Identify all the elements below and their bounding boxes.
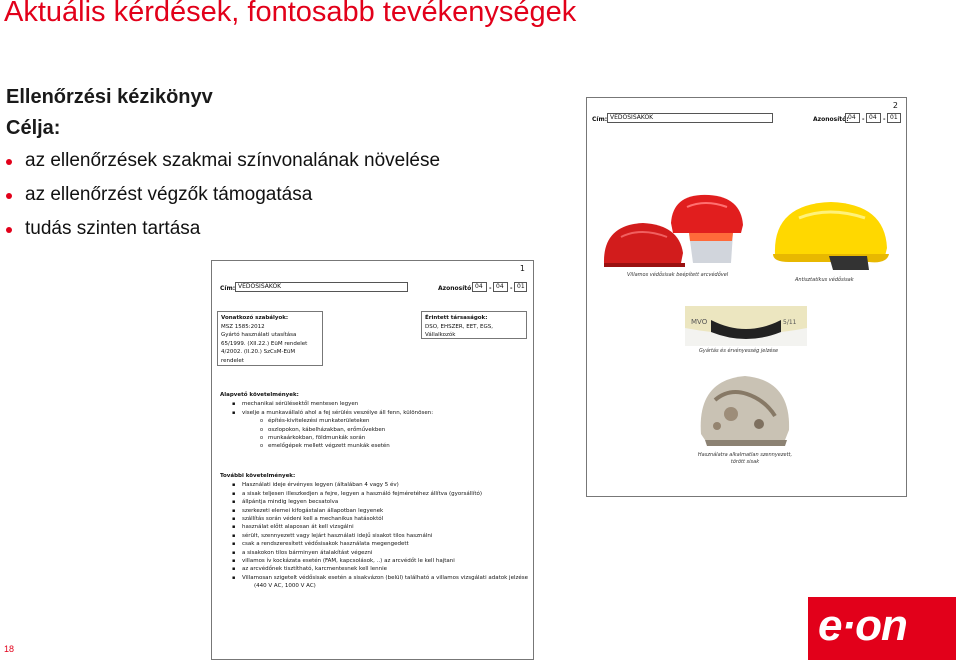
requirement-subitem: o emelőgépek mellett végzett munkák esetén (220, 442, 433, 450)
companies-panel (421, 311, 527, 339)
requirement-subitem: o építés-kivitelezési munkaterületeken (220, 417, 433, 425)
title-label: Cím: (220, 285, 236, 292)
title-label: Cím: (592, 116, 608, 123)
eon-logo-text: e·on (818, 601, 907, 650)
id-label: Azonosító: (813, 116, 849, 123)
manual-page-2: 2 Cím: VÉDŐSISAKOK Azonosító: 04 - 04 - 01 Villamos védősisak beépített arcvédővel Antisztatikus védősisak MVO 5/11 Gyártás és érvényesség jelzése Használatra alkalmatlan szennyezett, törött sisak (586, 97, 907, 497)
basic-requirements (220, 391, 433, 451)
manual-page-1: 1 Cím: VÉDŐSISAKOK Azonosító: 04 - 04 - 01 Vonatkozó szabályok: MSZ 1585:2012 Gyártó használati utasítása 65/1999. (XII.22.) EüM rendelet 4/2002. (II.20.) SzCsM-EüM rendelet Érintett társaságok: DSO, EHSZER, EET, EGS, Vállalkozók Alapvető követelmények: ▪ mechanikai sérülésektől mentesen legyen ▪ viselje a munkavállaló ahol a fej sérülés veszélye áll fenn, különösen: o építés-kivitelezési munkaterületeken o oszlopokon, kábelházakban, erőművekben o munkaárkokban, földmunkák során o emelőgépek mellett végzett munkák esetén További követelmények: ▪ Használati ideje érvényes legyen (általában 4 vagy 5 év) ▪ a sisak teljesen illeszkedjen a fejre, legyen a használó fejméretéhez állítva (gyorsállító) ▪ állpántja mindig legyen becsatolva ▪ szerkezeti elemei kifogástalan állapotban legyenek ▪ szállítás során védeni kell a mechanikus hatásoktól ▪ használat előtt alaposan át kell vizsgálni ▪ sérült, szennyezett vagy lejárt használati idejű sisakot tilos használni ▪ csak a rendszeresített védősisakok használata megengedett ▪ a sisakokon tilos bárminyen átalakítást végezni ▪ villamos ív kockázata esetén (FAM, kapcsolások, ..) az arcvédőt le kell hajtani ▪ az arcvédőnek tisztítható, karcmentesnek kell lennie ▪ Villamosan szigetelt védősisak esetén a sisakvázon (belül) található a villamos vizsgálati adatok jelzése (440 V AC, 1000 V AC) (211, 260, 534, 660)
id-label: Azonosító: (438, 285, 474, 292)
red-helmet-image (601, 193, 746, 273)
id-field: 04 (472, 282, 487, 292)
dirty-helmet-image (695, 370, 795, 448)
requirement-item: ▪ Használati ideje érvényes legyen (általában 4 vagy 5 év) (220, 481, 528, 489)
yellow-helmet-caption: Antisztatikus védősisak (795, 277, 854, 283)
companies-line: DSO, EHSZER, EET, EGS, Vállalkozók (425, 323, 493, 339)
id-field: 01 (887, 113, 901, 123)
requirement-item: ▪ szállítás során védeni kell a mechanikus hatásoktól (220, 515, 528, 523)
further-requirements-heading: További követelmények: (220, 473, 296, 479)
marking-label: 5/11 (783, 319, 797, 326)
rules-heading: Vonatkozó szabályok: (221, 315, 289, 321)
further-requirements (220, 472, 528, 591)
title-field: VÉDŐSISAKOK (607, 113, 773, 123)
id-field: 04 (866, 113, 881, 123)
rules-line: 65/1999. (XII.22.) EüM rendelet (221, 340, 308, 347)
helmet-marking-image (685, 306, 807, 346)
requirement-item: ▪ a sisak teljesen illeszkedjen a fejre, legyen a használó fejméretéhez állítva (gyorsállító) (220, 490, 528, 498)
requirement-item: ▪ csak a rendszeresített védősisakok használata megengedett (220, 540, 528, 548)
bullet-item: az ellenőrzések szakmai színvonalának növelése (6, 150, 440, 184)
rules-line: Gyártó használati utasítása (221, 332, 297, 339)
requirement-subitem: o munkaárkokban, földmunkák során (220, 434, 433, 442)
id-field: 04 (845, 113, 860, 123)
slide-page-number: 18 (4, 644, 15, 654)
red-helmet-caption: Villamos védősisak beépített arcvédővel (627, 272, 729, 278)
basic-requirements-heading: Alapvető követelmények: (220, 392, 299, 398)
companies-heading: Érintett társaságok: (425, 315, 488, 321)
bullet-item: tudás szinten tartása (6, 218, 440, 252)
id-field: 04 (493, 282, 508, 292)
title-field: VÉDŐSISAKOK (235, 282, 408, 292)
yellow-helmet-image (769, 198, 894, 276)
dirty-helmet-caption: Használatra alkalmatlan szennyezett, törött sisak (697, 452, 793, 465)
slide-subtitle: Ellenőrzési kézikönyv (6, 86, 213, 108)
bullet-item: az ellenőrzést végzők támogatása (6, 184, 440, 218)
marking-label: MVO (691, 318, 708, 326)
manual-page-number: 2 (892, 101, 898, 110)
id-field: 01 (514, 282, 527, 292)
requirement-item: ▪ viselje a munkavállaló ahol a fej sérülés veszélye áll fenn, különösen: (220, 409, 433, 417)
rules-line: 4/2002. (II.20.) SzCsM-EüM rendelet (221, 349, 296, 364)
rules-panel (217, 311, 323, 366)
requirement-item: ▪ szerkezeti elemei kifogástalan állapotban legyenek (220, 507, 528, 515)
requirement-item: ▪ sérült, szennyezett vagy lejárt használati idejű sisakot tilos használni (220, 532, 528, 540)
requirement-item: ▪ mechanikai sérülésektől mentesen legyen (220, 400, 433, 408)
requirement-subitem: o oszlopokon, kábelházakban, erőművekben (220, 426, 433, 434)
requirement-item: ▪ Villamosan szigetelt védősisak esetén a sisakvázon (belül) található a villamos vizsgálati adatok jelzése (220, 574, 528, 582)
requirement-item: ▪ használat előtt alaposan át kell vizsgálni (220, 523, 528, 531)
requirement-item: ▪ villamos ív kockázata esetén (FAM, kapcsolások, ..) az arcvédőt le kell hajtani (220, 557, 528, 565)
requirement-item: ▪ az arcvédőnek tisztítható, karcmentesnek kell lennie (220, 565, 528, 573)
manual-page-number: 1 (519, 264, 525, 273)
slide-title: Aktuális kérdések, fontosabb tevékenységek (4, 0, 577, 28)
requirement-item: ▪ a sisakokon tilos bárminyen átalakítást végezni (220, 549, 528, 557)
purpose-bullet-list (6, 150, 440, 252)
purpose-label: Célja: (6, 117, 61, 139)
requirement-item: ▪ állpántja mindig legyen becsatolva (220, 498, 528, 506)
requirement-item-continuation: (440 V AC, 1000 V AC) (254, 583, 316, 590)
marking-caption: Gyártás és érvényesség jelzése (699, 348, 779, 354)
rules-line: MSZ 1585:2012 (221, 323, 265, 330)
